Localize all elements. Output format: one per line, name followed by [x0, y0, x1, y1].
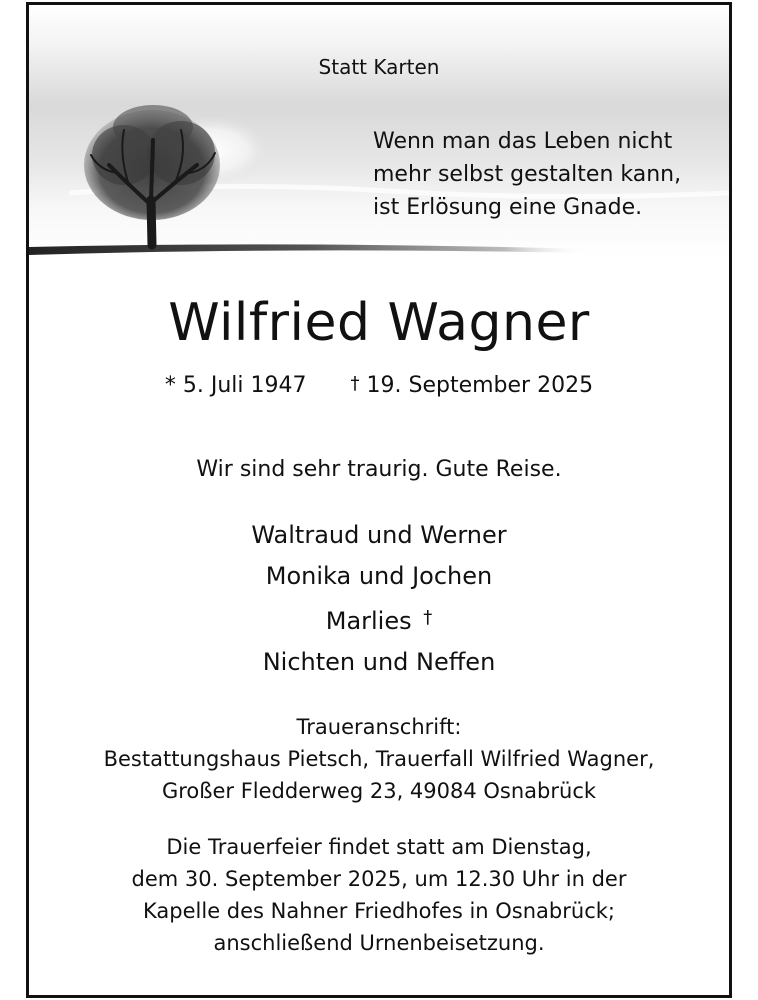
mourner: [29, 597, 729, 642]
service-line: Die Trauerfeier findet statt am Dienstag,: [166, 835, 592, 859]
statt-karten-text: Statt Karten: [318, 55, 440, 79]
mourner: Waltraud und Werner: [251, 521, 507, 549]
mourner: Monika und Jochen: [265, 562, 493, 590]
farewell-message: Wir sind sehr traurig. Gute Reise.: [196, 457, 562, 482]
death-date: 19. September 2025: [366, 373, 594, 398]
mourner-death-mark: †: [423, 607, 433, 628]
mourning-address: [29, 711, 729, 807]
funeral-service-info: [29, 831, 729, 959]
deceased-name: Wilfried Wagner: [168, 293, 590, 353]
mourner-name: Marlies: [325, 607, 412, 635]
birth-symbol: *: [164, 373, 176, 398]
life-dates: [29, 373, 729, 398]
death-symbol: †: [350, 373, 360, 394]
obituary-card: [26, 2, 732, 998]
address-line: Bestattungshaus Pietsch, Trauerfall Wilfried Wagner,: [103, 747, 655, 771]
quote-line: ist Erlösung eine Gnade.: [373, 195, 643, 220]
service-line: anschließend Urnenbeisetzung.: [213, 931, 545, 955]
quote-line: mehr selbst gestalten kann,: [373, 162, 682, 187]
mourners-list: [29, 515, 729, 683]
birth-date: 5. Juli 1947: [182, 373, 307, 398]
header-banner: [29, 5, 729, 257]
quote: [373, 125, 718, 224]
service-line: Kapelle des Nahner Friedhofes in Osnabrück;: [143, 899, 615, 923]
address-label: Traueranschrift:: [296, 715, 462, 739]
service-line: dem 30. September 2025, um 12.30 Uhr in der: [131, 867, 627, 891]
quote-line: Wenn man das Leben nicht: [373, 129, 673, 154]
address-line: Großer Fledderweg 23, 49084 Osnabrück: [161, 779, 597, 803]
mourner: Nichten und Neffen: [262, 648, 496, 676]
